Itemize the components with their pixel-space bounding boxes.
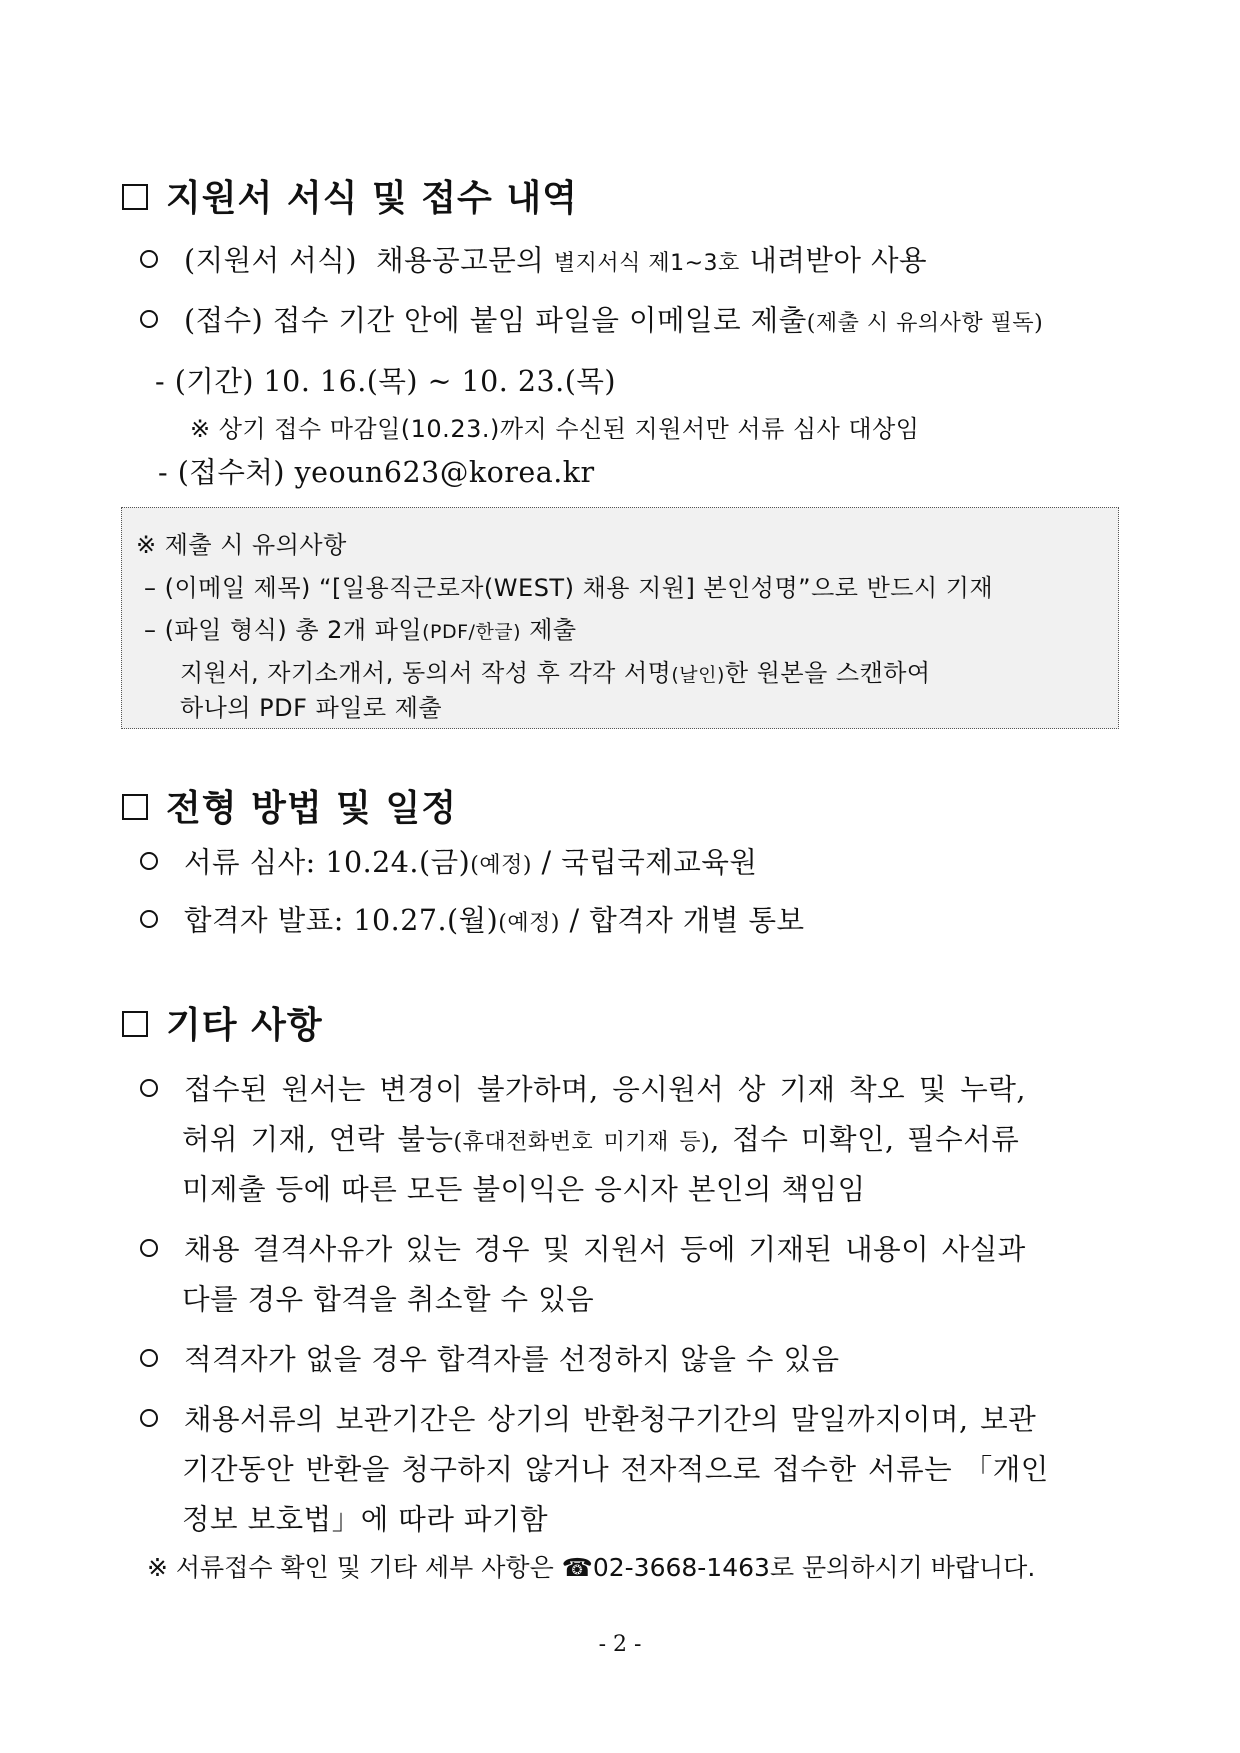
period-note: ※ 상기 접수 마감일(10.23.)까지 수신된 지원서만 서류 심사 대상임 (190, 415, 920, 443)
circle-bullet-icon (140, 910, 158, 928)
circle-bullet-icon (140, 1079, 158, 1097)
notice-file-instruction-cont: 하나의 PDF 파일로 제출 (180, 694, 443, 722)
checkbox-square-icon (122, 1011, 148, 1037)
phone-icon: ☎ (561, 1553, 593, 1582)
checkbox-square-icon (122, 794, 148, 820)
list-item-retention-line3: 정보 보호법」에 따라 파기함 (182, 1503, 549, 1536)
list-item-submission: (접수) 접수 기간 안에 붙임 파일을 이메일로 제출(제출 시 유의사항 필독) (140, 298, 1043, 339)
list-item-form: (지원서 서식) 채용공고문의 별지서식 제1~3호 내려받아 사용 (140, 238, 927, 279)
notice-box (121, 507, 1119, 729)
contact-footnote: ※ 서류접수 확인 및 기타 세부 사항은 ☎02-3668-1463로 문의하시기 바랍니다. (147, 1553, 1036, 1582)
submission-recipient: - (접수처) yeoun623@korea.kr (158, 456, 595, 489)
circle-bullet-icon (140, 1349, 158, 1367)
circle-bullet-icon (140, 310, 158, 328)
circle-bullet-icon (140, 250, 158, 268)
list-item-retention: 채용서류의 보관기간은 상기의 반환청구기간의 말일까지이며, 보관 (140, 1397, 1036, 1438)
list-item-no-changes: 접수된 원서는 변경이 불가하며, 응시원서 상 기재 착오 및 누락, (140, 1067, 1026, 1108)
list-item-no-qualified: 적격자가 없을 경우 합격자를 선정하지 않을 수 있음 (140, 1337, 840, 1378)
list-item-announcement: 합격자 발표: 10.27.(월)(예정) / 합격자 개별 통보 (140, 898, 805, 939)
list-item-no-changes-line2: 허위 기재, 연락 불능(휴대전화번호 미기재 등), 접수 미확인, 필수서류 (182, 1123, 1020, 1156)
list-item-retention-line2: 기간동안 반환을 청구하지 않거나 전자적으로 접수한 서류는 「개인 (182, 1453, 1049, 1486)
checkbox-square-icon (122, 184, 148, 210)
page-number: - 2 - (598, 1632, 642, 1657)
submission-period: - (기간) 10. 16.(목) ~ 10. 23.(목) (155, 365, 617, 398)
section-title-application: 지원서 서식 및 접수 내역 (122, 170, 578, 221)
section-title-other: 기타 사항 (122, 997, 323, 1048)
notice-file-instruction: 지원서, 자기소개서, 동의서 작성 후 각각 서명(날인)한 원본을 스캔하여 (180, 659, 931, 687)
notice-heading: ※ 제출 시 유의사항 (136, 531, 347, 559)
circle-bullet-icon (140, 1239, 158, 1257)
circle-bullet-icon (140, 852, 158, 870)
section-title-schedule: 전형 방법 및 일정 (122, 780, 457, 831)
list-item-document-review: 서류 심사: 10.24.(금)(예정) / 국립국제교육원 (140, 840, 757, 881)
list-item-disqualification-line2: 다를 경우 합격을 취소할 수 있음 (182, 1283, 595, 1316)
notice-file-format: – (파일 형식) 총 2개 파일(PDF/한글) 제출 (144, 616, 577, 644)
list-item-no-changes-line3: 미제출 등에 따른 모든 불이익은 응시자 본인의 책임임 (182, 1173, 866, 1206)
circle-bullet-icon (140, 1409, 158, 1427)
notice-email-subject: – (이메일 제목) “[일용직근로자(WEST) 채용 지원] 본인성명”으로 반드시 기재 (144, 574, 994, 602)
list-item-disqualification: 채용 결격사유가 있는 경우 및 지원서 등에 기재된 내용이 사실과 (140, 1227, 1026, 1268)
